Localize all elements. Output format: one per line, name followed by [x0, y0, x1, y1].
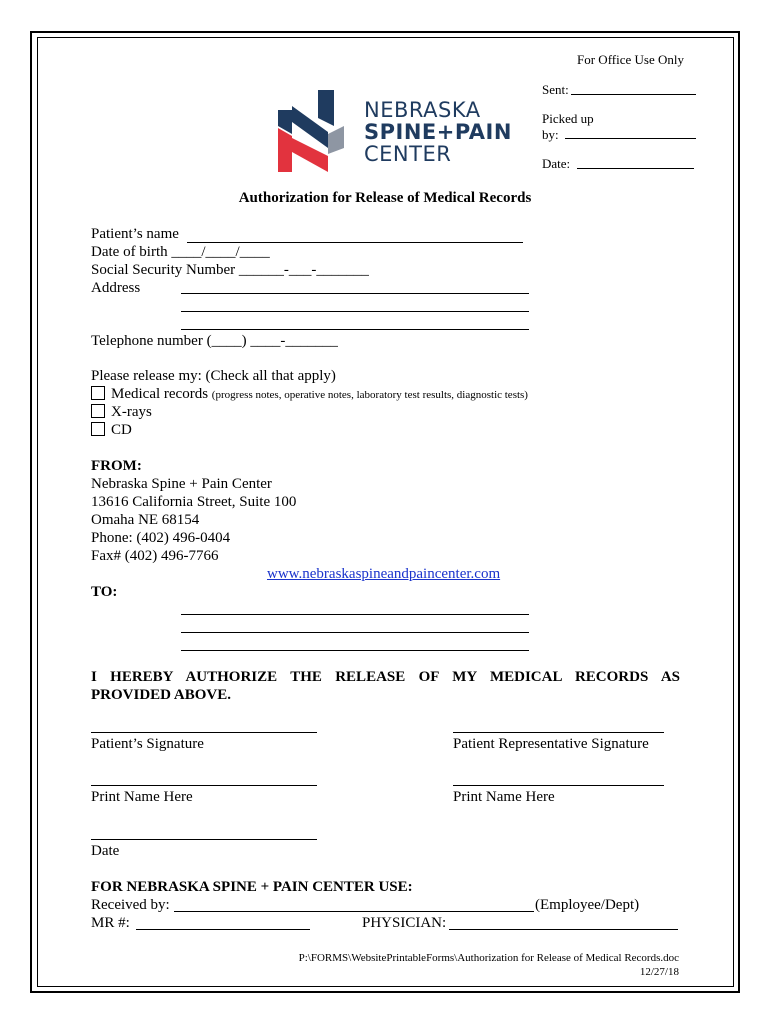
dob-field[interactable]: ____/____/____: [171, 244, 270, 260]
sent-field[interactable]: [571, 94, 696, 95]
telephone-label: Telephone number: [91, 333, 203, 349]
from-heading: FROM:: [91, 458, 142, 474]
to-heading: TO:: [91, 584, 118, 600]
release-option-cd: [91, 422, 132, 439]
ssn-field[interactable]: ______-___-_______: [238, 262, 369, 278]
cd-checkbox[interactable]: [91, 422, 105, 436]
rep-signature-line[interactable]: [453, 732, 664, 733]
address-label: Address: [91, 280, 141, 296]
authorize-line-2: PROVIDED ABOVE.: [91, 687, 232, 703]
medical-records-label: Medical records: [111, 386, 209, 402]
medical-records-detail: (progress notes, operative notes, laboratory test results, diagnostic tests): [211, 389, 528, 401]
office-date-label: Date:: [542, 156, 571, 171]
to-line-2[interactable]: [181, 632, 529, 633]
date-label: Date: [91, 843, 120, 859]
footer-date: 12/27/18: [639, 966, 679, 978]
from-fax: Fax# (402) 496-7766: [91, 548, 219, 564]
rep-signature-label: Patient Representative Signature: [453, 736, 649, 752]
center-use-heading: FOR NEBRASKA SPINE + PAIN CENTER USE:: [91, 879, 413, 895]
to-line-3[interactable]: [181, 650, 529, 651]
date-line[interactable]: [91, 839, 317, 840]
picked-up-field[interactable]: [565, 138, 696, 139]
picked-up-by-label: by:: [542, 127, 559, 142]
xrays-checkbox[interactable]: [91, 404, 105, 418]
authorize-line-1: I HEREBY AUTHORIZE THE RELEASE OF MY MEDICAL RECORDS AS: [91, 669, 680, 685]
patient-signature-label: Patient’s Signature: [91, 736, 204, 752]
sent-label: Sent:: [542, 82, 569, 97]
website-link-wrap: [267, 566, 500, 583]
footer-path: P:\FORMS\WebsitePrintableForms\Authorization for Release of Medical Records.doc: [298, 952, 679, 964]
ssn-label: Social Security Number: [91, 262, 236, 278]
dob-label-text: Date of birth: [91, 244, 168, 260]
patient-signature-line[interactable]: [91, 732, 317, 733]
telephone-row: [91, 333, 338, 350]
received-by-label: Received by:: [91, 897, 170, 913]
to-line-1[interactable]: [181, 614, 529, 615]
picked-up-label: Picked up: [542, 111, 594, 126]
received-by-suffix: (Employee/Dept): [535, 897, 640, 913]
form-title: Authorization for Release of Medical Records: [238, 190, 532, 206]
print-name-left-line[interactable]: [91, 785, 317, 786]
office-date-field[interactable]: [577, 168, 694, 169]
logo-line-1: NEBRASKA: [364, 98, 481, 122]
print-name-right-line[interactable]: [453, 785, 664, 786]
release-option-medical: [91, 386, 528, 403]
address-line-1[interactable]: [181, 293, 529, 294]
mr-label: MR #:: [91, 915, 130, 931]
print-name-right-label: Print Name Here: [453, 789, 555, 805]
logo-line-2: SPINE+PAIN: [364, 120, 512, 144]
from-phone: Phone: (402) 496-0404: [91, 530, 231, 546]
dob-label: [91, 244, 270, 261]
physician-field[interactable]: [449, 929, 678, 930]
website-link[interactable]: www.nebraskaspineandpaincenter.com: [267, 566, 501, 582]
from-street: 13616 California Street, Suite 100: [91, 494, 297, 510]
from-name: Nebraska Spine + Pain Center: [91, 476, 272, 492]
from-city: Omaha NE 68154: [91, 512, 200, 528]
physician-label: PHYSICIAN:: [362, 915, 447, 931]
office-use-heading: For Office Use Only: [577, 52, 684, 67]
mr-field[interactable]: [136, 929, 310, 930]
logo-mark-icon: [278, 90, 358, 172]
release-heading: Please release my: (Check all that apply): [91, 368, 336, 384]
release-option-xrays: [91, 404, 152, 421]
address-line-3[interactable]: [181, 329, 529, 330]
xrays-label: X-rays: [111, 404, 152, 420]
print-name-left-label: Print Name Here: [91, 789, 193, 805]
telephone-field[interactable]: (____) ____-_______: [206, 333, 338, 349]
nebraska-spine-pain-logo: [278, 90, 512, 174]
cd-label: CD: [111, 422, 132, 438]
logo-line-3: CENTER: [364, 142, 452, 166]
medical-records-checkbox[interactable]: [91, 386, 105, 400]
patient-name-label: Patient’s name: [91, 226, 179, 242]
address-line-2[interactable]: [181, 311, 529, 312]
patient-name-field[interactable]: [187, 242, 523, 243]
received-by-field[interactable]: [174, 911, 534, 912]
ssn-row: [91, 262, 369, 279]
